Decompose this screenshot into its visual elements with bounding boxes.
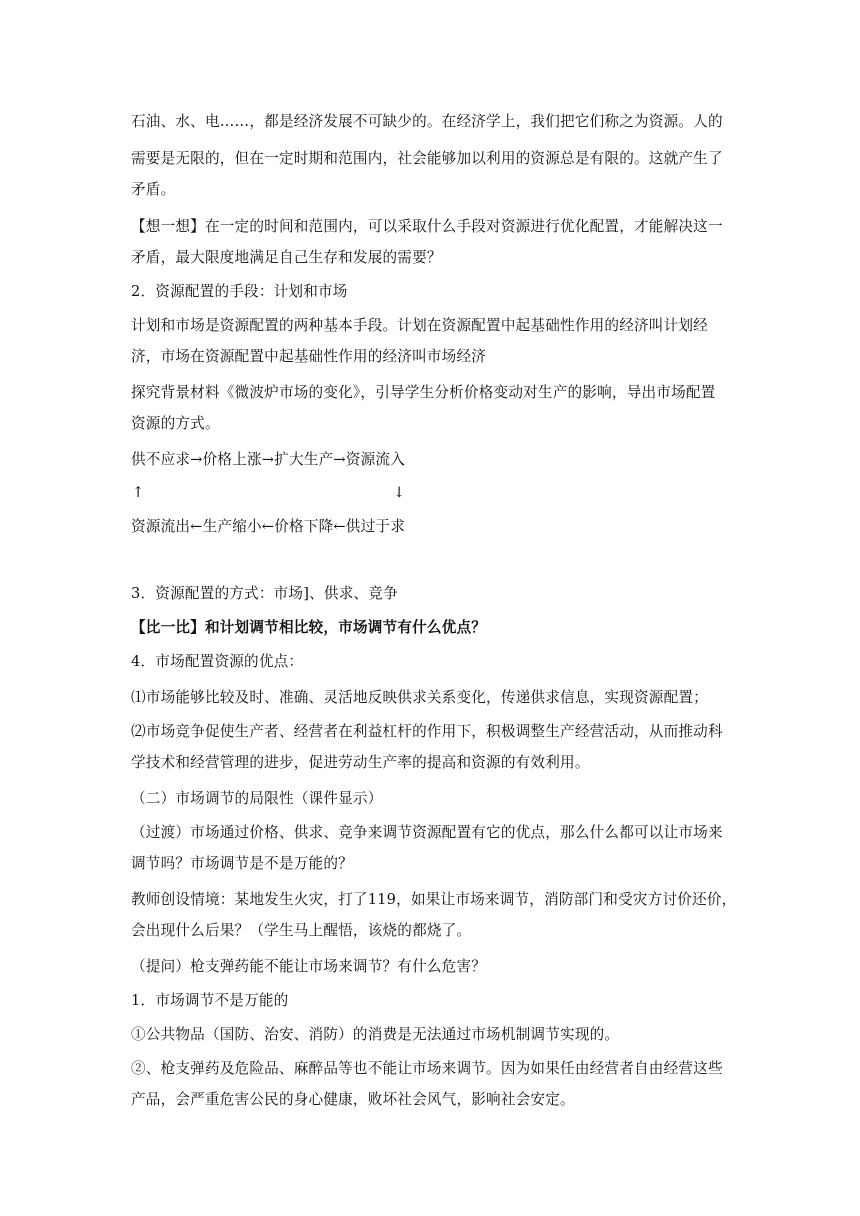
paragraph-line: 产品，会严重危害公民的身心健康，败坏社会风气，影响社会安定。 — [131, 1091, 575, 1108]
paragraph-line: 济，市场在资源配置中起基础性作用的经济叫市场经济 — [131, 348, 487, 365]
list-item: ⑴市场能够比较及时、准确、灵活地反映供求关系变化，传递供求信息，实现资源配置； — [131, 689, 708, 706]
section-heading: 4．市场配置资源的优点： — [131, 653, 304, 670]
section-heading: （二）市场调节的局限性（课件显示） — [131, 790, 383, 807]
paragraph-line: 矛盾，最大限度地满足自己生存和发展的需要？ — [131, 249, 442, 266]
flow-line-bottom: 资源流出←生产缩小←价格下降←供过于求 — [131, 518, 405, 535]
paragraph-line: 学技术和经营管理的进步，促进劳动生产率的提高和资源的有效利用。 — [131, 754, 590, 771]
section-heading: 2．资源配置的手段：计划和市场 — [131, 283, 348, 300]
list-item: ①公共物品（国防、治安、消防）的消费是无法通过市场机制调节实现的。 — [131, 1026, 620, 1043]
arrow-down-icon: ↓ — [393, 484, 406, 501]
paragraph-line: 教师创设情境：某地发生火灾，打了119，如果让市场来调节，消防部门和受灾方讨价还价， — [131, 891, 737, 908]
paragraph-line: （提问）枪支弹药能不能让市场来调节？有什么危害？ — [131, 958, 487, 975]
paragraph-line: 探究背景材料《微波炉市场的变化》，引导学生分析价格变动对生产的影响，导出市场配置 — [131, 384, 716, 401]
paragraph-line: （过渡）市场通过价格、供求、竞争来调节资源配置有它的优点，那么什么都可以让市场来 — [131, 824, 723, 841]
paragraph-line: 计划和市场是资源配置的两种基本手段。计划在资源配置中起基础性作用的经济叫计划经 — [131, 317, 708, 334]
section-heading: 1．市场调节不是万能的 — [131, 992, 289, 1009]
paragraph-line: 需要是无限的，但在一定时期和范围内，社会能够加以利用的资源总是有限的。这就产生了 — [131, 150, 723, 167]
paragraph-line: 资源的方式。 — [131, 415, 220, 432]
paragraph-line: 石油、水、电……，都是经济发展不可缺少的。在经济学上，我们把它们称之为资源。人的 — [131, 113, 723, 130]
paragraph-line: 调节吗？市场调节是不是万能的？ — [131, 855, 353, 872]
prompt-line: 【想一想】在一定的时间和范围内，可以采取什么手段对资源进行优化配置，才能解决这一 — [131, 218, 723, 235]
arrow-up-icon: ↑ — [132, 484, 145, 501]
paragraph-line: 矛盾。 — [131, 181, 176, 198]
section-heading: 3．资源配置的方式：市场]、供求、竞争 — [131, 585, 398, 602]
list-item: ②、枪支弹药及危险品、麻醉品等也不能让市场来调节。因为如果任由经营者自由经营这些 — [131, 1060, 723, 1077]
prompt-line: 【比一比】和计划调节相比较，市场调节有什么优点？ — [131, 619, 487, 636]
flow-line-top: 供不应求→价格上涨→扩大生产→资源流入 — [131, 451, 405, 468]
list-item: ⑵市场竞争促使生产者、经营者在利益杠杆的作用下，积极调整生产经营活动，从而推动科 — [131, 723, 723, 740]
paragraph-line: 会出现什么后果？（学生马上醒悟，该烧的都烧了。 — [131, 922, 472, 939]
